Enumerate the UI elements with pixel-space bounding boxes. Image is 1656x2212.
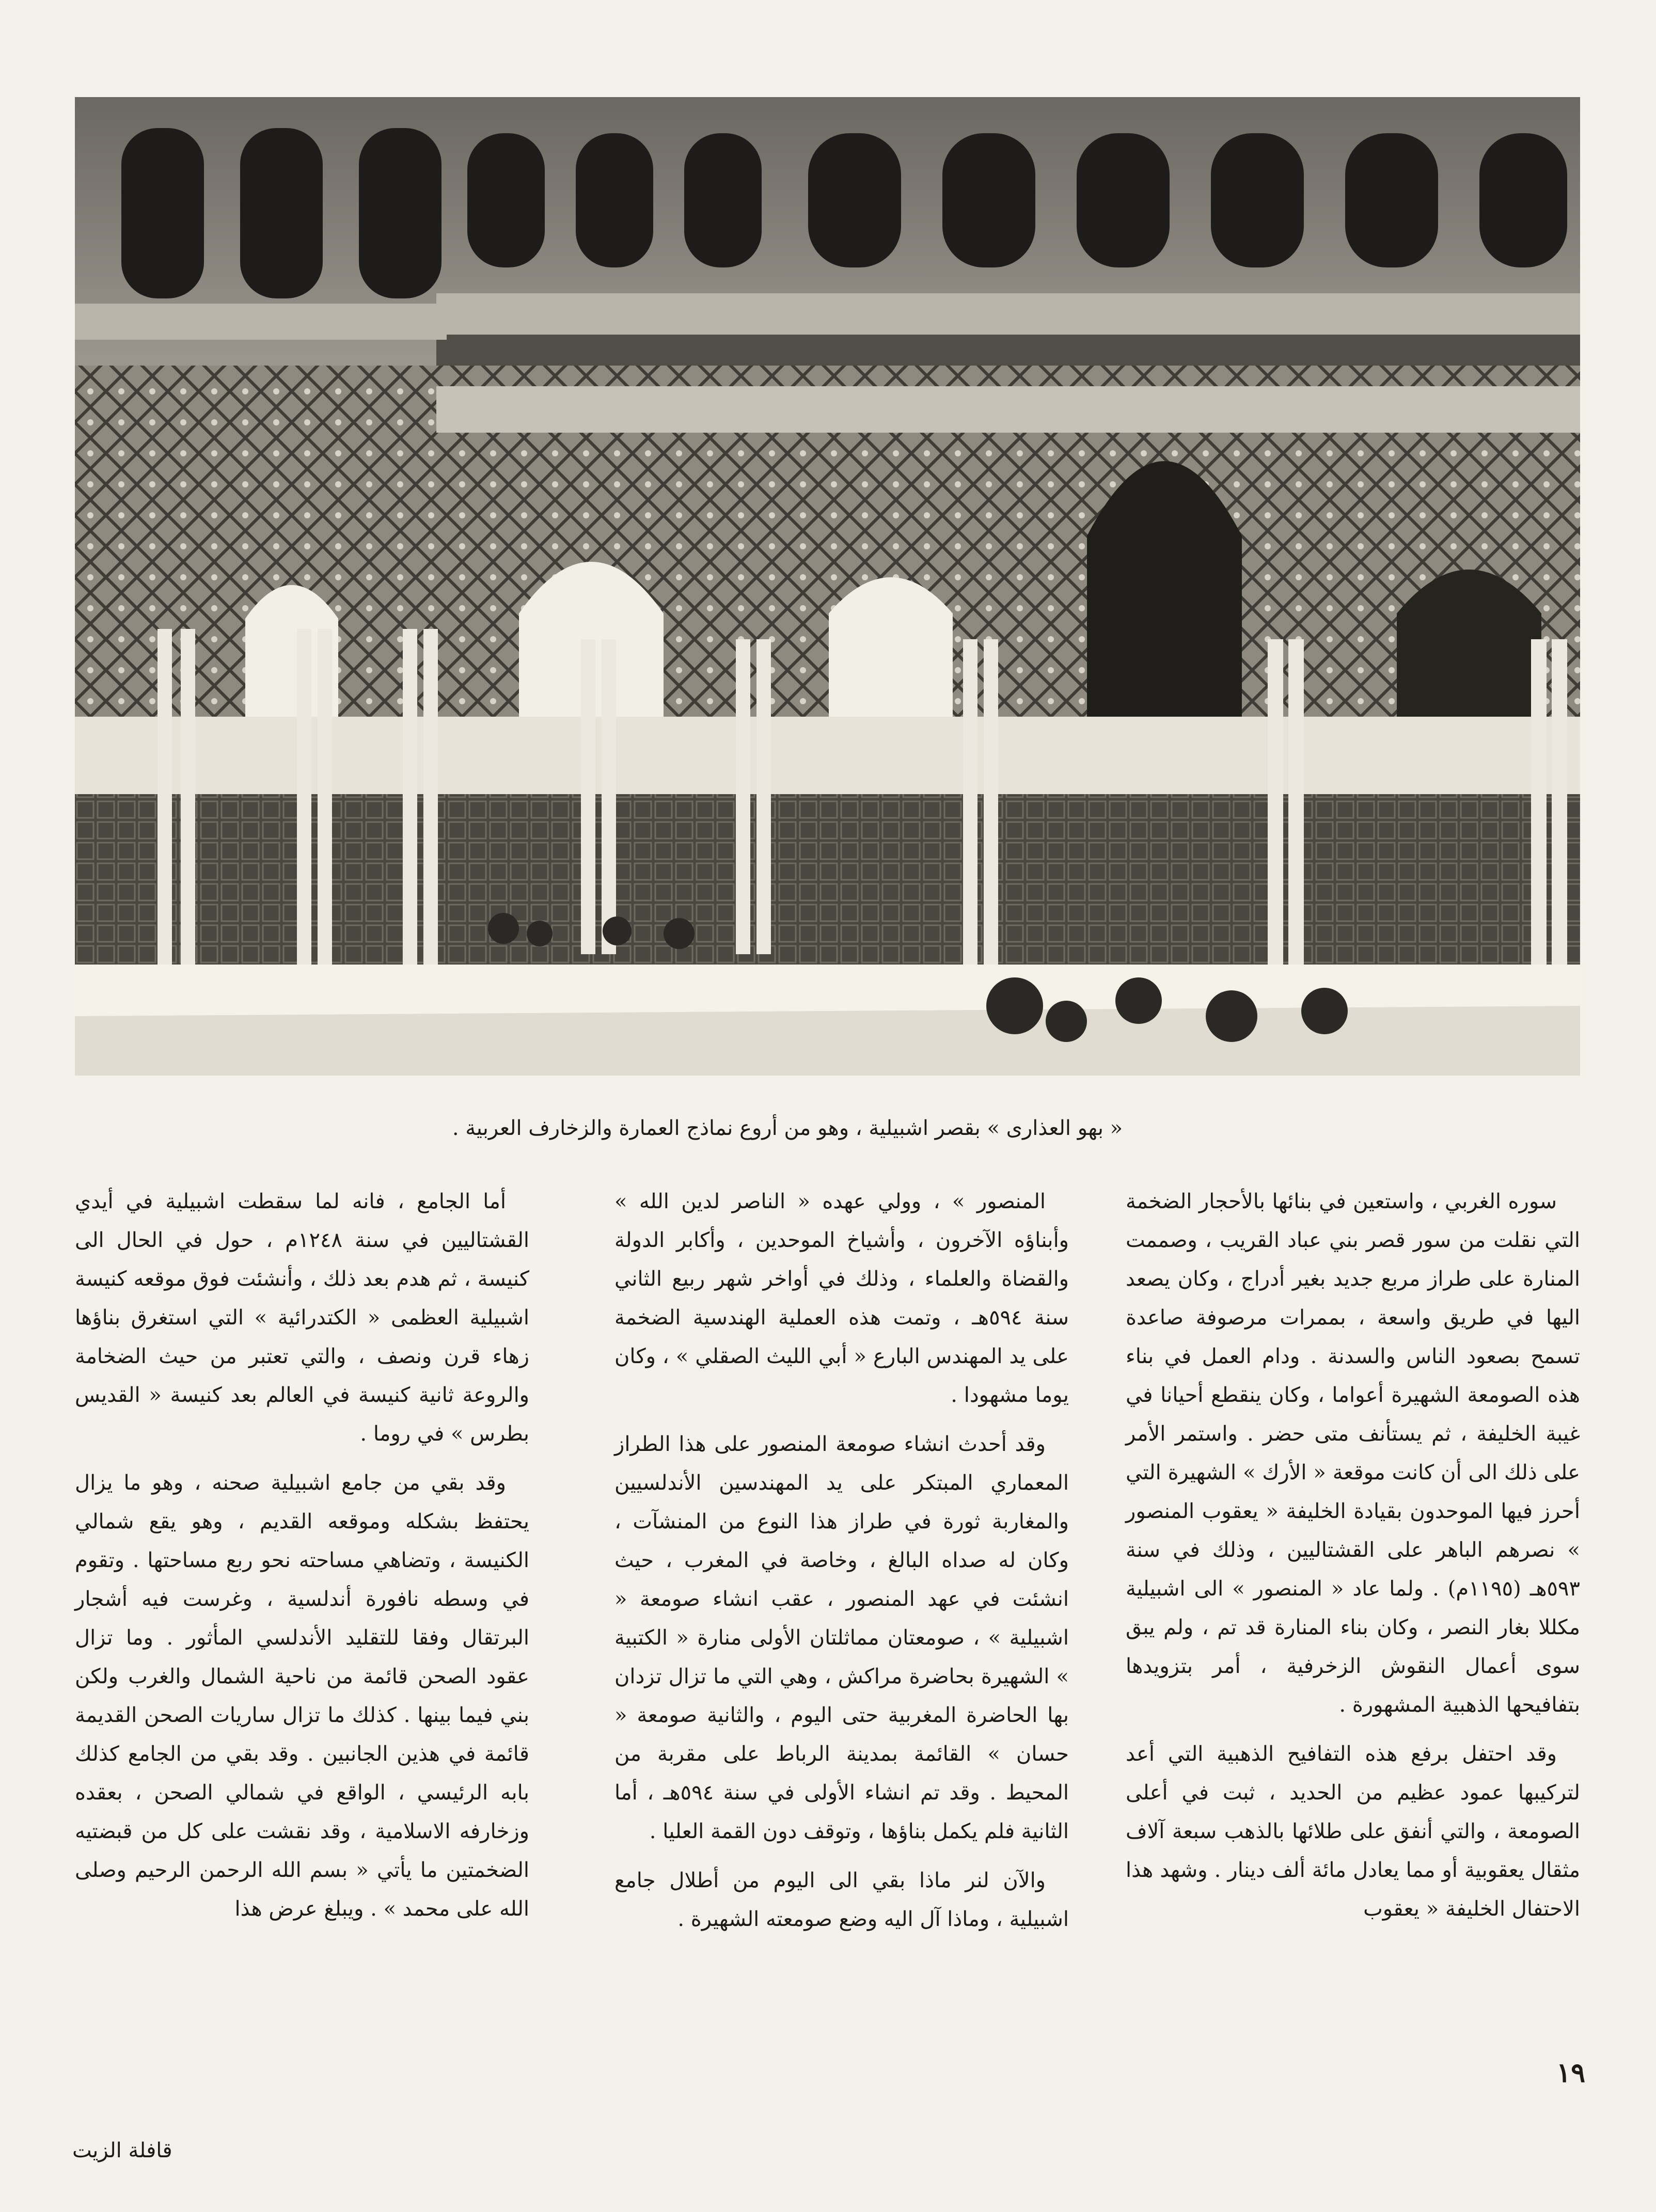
article-column-middle xyxy=(614,1182,1069,1978)
paragraph: وقد احتفل برفع هذه التفافيح الذهبية التي أعد لتركيبها عمود عظيم من الحديد ، ثبت في أعلى الصومعة ، والتي أنفق على طلائها بالذهب سبعة آلاف مثقال يعقوبية أو مما يعادل مائة ألف دينار . وشهد هذا الاحتفال الخليفة « يعقوب xyxy=(1126,1742,1580,1921)
paragraph: وقد بقي من جامع اشبيلية صحنه ، وهو ما يزال يحتفظ بشكله وموقعه القديم ، وهو يقع شمالي الكنيسة ، وتضاهي مساحته نحو ربع مساحتها . وتقوم في وسطه نافورة أندلسية ، وغرست فيه أشجار البرتقال وفقا للتقليد الأندلسي المأثور . وما تزال عقود الصحن قائمة من ناحية الشمال والغرب ولكن بني فيما بينها . كذلك ما تزال ساريات الصحن القديمة قائمة في هذين الجانبين . وقد بقي من الجامع كذلك بابه الرئيسي ، الواقع في شمالي الصحن ، بعقده وزخارفه الاسلامية ، وقد نقشت على كل من قبضتيه الضخمتين ما يأتي « بسم الله الرحمن الرحيم وصلى الله على محمد » . ويبلغ عرض هذا xyxy=(75,1471,529,1921)
paragraph: والآن لنر ماذا بقي الى اليوم من أطلال جامع اشبيلية ، وماذا آل اليه وضع صومعته الشهيرة . xyxy=(614,1869,1069,1931)
paragraph: سوره الغربي ، واستعين في بنائها بالأحجار الضخمة التي نقلت من سور قصر بني عباد القريب ، وصممت المنارة على طراز مربع جديد بغير أدراج ، وكان يصعد اليها في طريق واسعة ، بممرات مرصوفة صاعدة تسمح بصعود الناس والسدنة . ودام العمل في بناء هذه الصومعة الشهيرة أعواما ، وكان ينقطع أحيانا في غيبة الخليفة ، ثم يستأنف متى حضر . واستمر الأمر على ذلك الى أن كانت موقعة « الأرك » الشهيرة التي أحرز فيها الموحدون بقيادة الخليفة « يعقوب المنصور » نصرهم الباهر على القشتاليين ، وذلك في سنة ٥٩٣هـ (١١٩٥م) . ولما عاد « المنصور » الى اشبيلية مكللا بغار النصر ، وكان بناء المنارة قد تم ، ولم يبق سوى أعمال النقوش الزخرفية ، أمر بتزويدها بتفافيحها الذهبية المشهورة . xyxy=(1126,1190,1580,1717)
paragraph: المنصور » ، وولي عهده « الناصر لدين الله » وأبناؤه الآخرون ، وأشياخ الموحدين ، وأكابر الدولة والقضاة والعلماء ، وذلك في أواخر شهر ربيع الثاني سنة ٥٩٤هـ ، وتمت هذه العملية الهندسية الضخمة على يد المهندس البارع « أبي الليث الصقلي » ، وكان يوما مشهودا . xyxy=(614,1190,1069,1407)
page-number: ١٩ xyxy=(1556,2057,1585,2089)
magazine-name: قافلة الزيت xyxy=(72,2139,172,2162)
courtyard-photo-icon xyxy=(75,97,1580,1076)
paragraph: وقد أحدث انشاء صومعة المنصور على هذا الطراز المعماري المبتكر على يد المهندسين الأندلسيين والمغاربة ثورة في طراز هذا النوع من المنشآت ، وكان له صداه البالغ ، وخاصة في المغرب ، حيث انشئت في عهد المنصور ، عقب انشاء صومعة « اشبيلية » ، صومعتان مماثلتان الأولى منارة « الكتبية » الشهيرة بحاضرة مراكش ، وهي التي ما تزال تزدان بها الحاضرة المغربية حتى اليوم ، والثانية صومعة « حسان » القائمة بمدينة الرباط على مقربة من المحيط . وقد تم انشاء الأولى في سنة ٥٩٤هـ ، أما الثانية فلم يكمل بناؤها ، وتوقف دون القمة العليا . xyxy=(614,1432,1069,1843)
paragraph: أما الجامع ، فانه لما سقطت اشبيلية في أيدي القشتاليين في سنة ١٢٤٨م ، حول في الحال الى كنيسة ، ثم هدم بعد ذلك ، وأنشئت فوق موقعه كنيسة اشبيلية العظمى « الكتدرائية » التي استغرق بناؤها زهاء قرن ونصف ، والتي تعتبر من حيث الضخامة والروعة ثانية كنيسة في العالم بعد كنيسة « القديس بطرس » في روما . xyxy=(75,1190,529,1446)
article-column-left xyxy=(75,1182,529,1978)
photo-caption: « بهو العذارى » بقصر اشبيلية ، وهو من أروع نماذج العمارة والزخارف العربية . xyxy=(452,1116,1123,1140)
courtyard-photo xyxy=(75,97,1580,1076)
article-column-right xyxy=(1126,1182,1580,1978)
